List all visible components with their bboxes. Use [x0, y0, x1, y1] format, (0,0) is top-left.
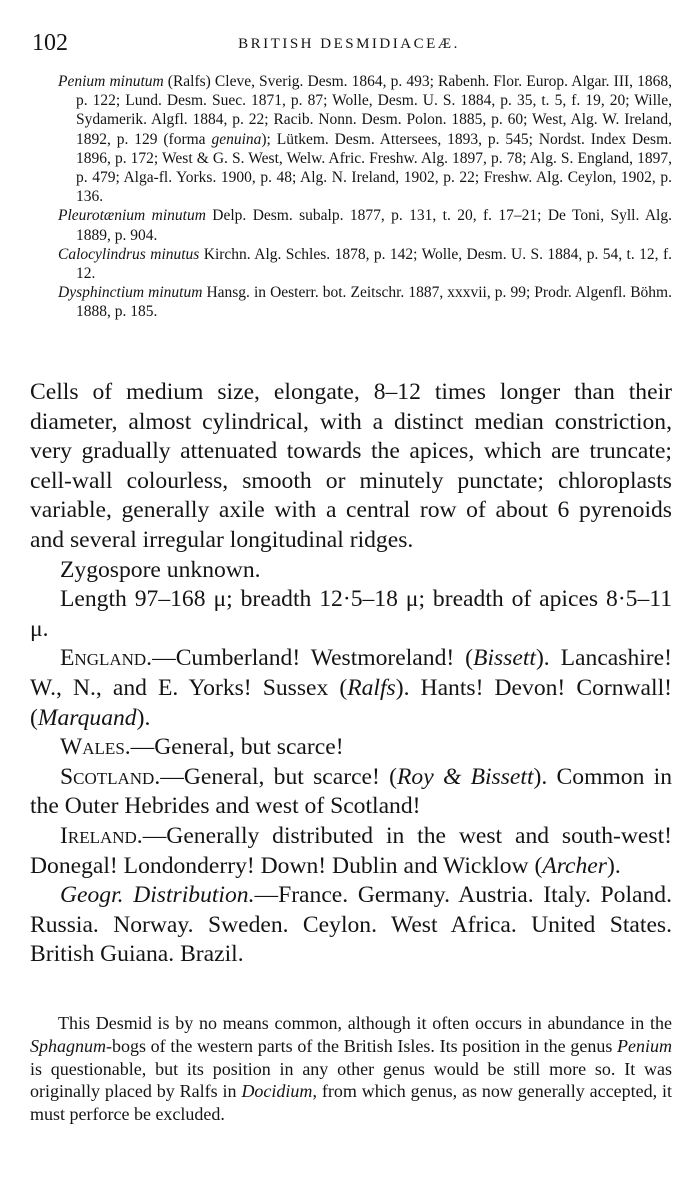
remarks-text: -bogs of the western parts of the British Isles. Its position in the genus [106, 1035, 618, 1056]
dimensions-paragraph: Length 97–168 μ; breadth 12·5–18 μ; breadth of apices 8·5–11 μ. [30, 586, 672, 642]
geographic-distribution [30, 881, 672, 970]
description-paragraph: Cells of medium size, elongate, 8–12 times longer than their diameter, almost cylindrical, with a distinct median constriction, very gradually attenuated towards the apices, which are truncate; cell-wall colourless, smooth or minutely punctate; chloroplasts variable, generally axile with a central row of about 6 pyrenoids and several irregular longitudinal ridges. [30, 379, 672, 553]
region-label: Scotland. [60, 763, 161, 790]
genus-name: Docidium [241, 1081, 313, 1102]
taxon-name: Penium minutum [58, 73, 164, 90]
distribution-text: —France. Germany. Austria. Italy. Poland. Russia. Norway. Sweden. Ceylon. West Africa. United States. British Guiana. Brazil. [30, 882, 672, 968]
locality-ireland [30, 822, 672, 881]
page-header [24, 30, 674, 60]
locality-text: ). [136, 704, 151, 731]
locality-scotland [30, 763, 672, 822]
locality-text: ). [606, 852, 621, 879]
citation-text: Delp. Desm. subalp. 1877, p. 131, t. 20, f. 17–21; De Toni, Syll. Alg. 1889, p. 904. [76, 207, 672, 244]
remarks-text: is questionable, but its position in any other genus would be still more so. It was originally placed by Ralfs in [30, 1058, 672, 1102]
citation-text: Kirchn. Alg. Schles. 1878, p. 142; Wolle, Desm. U. S. 1884, p. 54, t. 12, f. 12. [76, 245, 672, 283]
locality-text: —General, but scarce! [130, 734, 344, 761]
remarks-block [30, 1012, 672, 1126]
region-label: England. [60, 645, 153, 672]
locality-text: —Generally distributed in the west and south-west! Donegal! Londonderry! Down! Dublin and Wicklow ( [30, 822, 672, 879]
synonym-entry [58, 245, 672, 283]
citation-text: ); Lütkem. Desm. Attersees, 1893, p. 545; Nordst. Index Desm. 1896, p. 172; West & G. S. West, Welw. Afric. Freshw. Alg. 1897, p. 78; Alg. S. England, 1897, p. 479; Alga-fl. Yorks. 1900, p. 48; Alg. N. Ireland, 1902, p. 22; Freshw. Alg. Ceylon, 1902, p. 136. [76, 130, 673, 206]
taxon-name: Dysphinctium minutum [58, 284, 203, 302]
distribution-label: Geogr. Distribution. [60, 882, 255, 909]
authority-name: Marquand [37, 704, 137, 731]
synonym-entry [58, 206, 672, 244]
remarks-text: , from which genus, as now generally accepted, it must perforce be excluded. [30, 1081, 672, 1125]
synonym-entry [58, 283, 672, 321]
taxon-name: Pleurotænium minutum [58, 207, 206, 225]
locality-text: ). Lancashire! W., N., and E. Yorks! Sussex ( [30, 645, 672, 701]
authority-name: Ralfs [347, 674, 396, 701]
locality-text: ). Hants! Devon! Cornwall! ( [30, 674, 672, 731]
locality-text: ). Common in the Outer Hebrides and west of Scotland! [30, 763, 672, 820]
locality-wales [30, 733, 672, 763]
synonym-entry [58, 72, 672, 206]
region-label: Wales. [60, 734, 131, 761]
synonymy-block [58, 72, 672, 322]
genus-name: Sphagnum [30, 1035, 106, 1056]
citation-text: (Ralfs) Cleve, Sverig. Desm. 1864, p. 493; Rabenh. Flor. Europ. Algar. III, 1868, p. 122; Lund. Desm. Suec. 1871, p. 87; Wolle, Desm. U. S. 1884, p. 35, t. 5, f. 19, 20; Wille, Sydamerik. Algfl. 1884, p. 22; Racib. Nonn. Desm. Polon. 1885, p. 60; West, Alg. W. Ireland, 1892, p. 129 (forma [76, 73, 672, 148]
zygospore-paragraph: Zygospore unknown. [60, 556, 261, 583]
locality-england [30, 644, 672, 733]
page-number: 102 [32, 30, 68, 56]
taxon-name: Calocylindrus minutus [58, 245, 200, 263]
citation-text: Hansg. in Oesterr. bot. Zeitschr. 1887, xxxvii, p. 99; Prodr. Algenfl. Böhm. 1888, p. 185. [76, 284, 672, 321]
locality-text: —General, but scarce! ( [160, 763, 398, 790]
locality-text: —Cumberland! Westmoreland! ( [152, 645, 474, 672]
remarks-text: This Desmid is by no means common, although it often occurs in abundance in the [58, 1013, 672, 1033]
authority-name: Roy & Bissett [397, 763, 534, 790]
authority-name: Bissett [473, 645, 536, 672]
running-head: BRITISH DESMIDIACEÆ. [238, 36, 460, 52]
region-label: Ireland. [60, 822, 143, 849]
authority-name: Archer [542, 852, 607, 879]
forma-name: genuina [211, 130, 262, 148]
species-account [30, 378, 672, 970]
genus-name: Penium [617, 1035, 672, 1056]
remarks-paragraph [30, 1012, 672, 1126]
